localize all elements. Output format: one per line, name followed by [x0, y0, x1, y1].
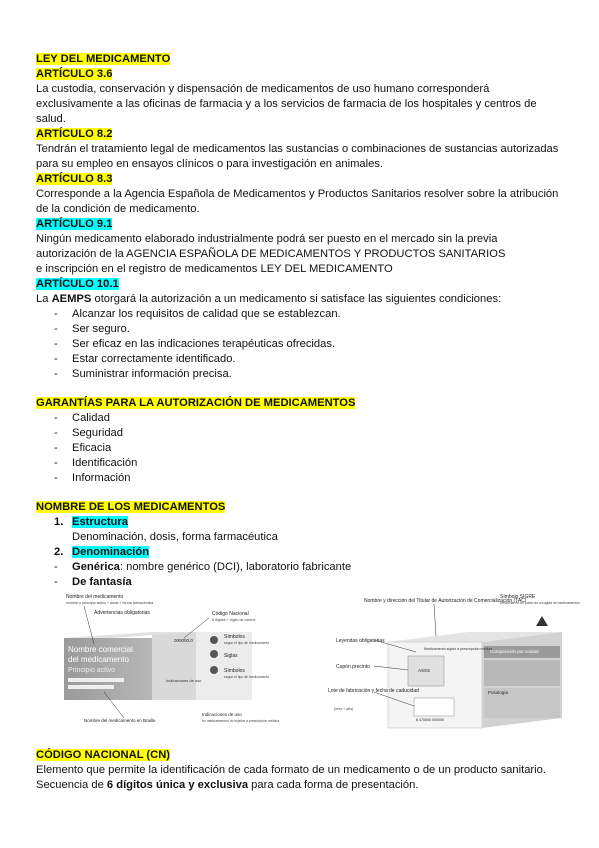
- fig-braille: Nombre del medicamento en Braille: [84, 718, 156, 723]
- list-item: - Calidad: [36, 411, 564, 426]
- symbol-2-icon: [210, 650, 218, 658]
- fig-indicaciones: Indicaciones de uso: [166, 678, 202, 683]
- fig-lote-sub: (mes + año): [334, 707, 354, 711]
- fig-nombre-sub: nombre o principio activo + dosis + forma farmacéutica: [66, 601, 154, 605]
- fig-simbolos1: Símbolos: [224, 634, 245, 640]
- cn-text: Elemento que permite la identificación de cada formato de un medicamento o de un producto sanitario.: [36, 764, 546, 776]
- cn-heading: CÓDIGO NACIONAL (CN): [36, 749, 171, 761]
- packaging-figures: [36, 592, 580, 734]
- symbol-1-icon: [210, 636, 218, 644]
- fig-code: 000000.0: [174, 638, 193, 643]
- list-item: 2. Denominación: [54, 546, 150, 558]
- art91-line1: Ningún medicamento elaborado industrialmente podrá ser puesto en el mercado sin la previa: [36, 233, 498, 245]
- list-item: 1. Estructura: [54, 516, 128, 528]
- fig-siglas: Siglas: [224, 653, 238, 659]
- art101-conditions-list: [36, 307, 564, 382]
- list-item: - Identificación: [36, 456, 564, 471]
- figure-box-back: [304, 592, 580, 734]
- denominacion-list: [36, 560, 564, 590]
- garantias-heading: GARANTÍAS PARA LA AUTORIZACIÓN DE MEDICAMENTOS: [36, 397, 356, 409]
- art101-heading: ARTÍCULO 10.1: [36, 278, 119, 290]
- art83-text: Corresponde a la Agencia Española de Medicamentos y Productos Sanitarios resolver sobre la atribución de la condición de medicamento.: [36, 188, 559, 215]
- fig-simbolos1-sub: según el tipo de medicamento: [224, 641, 270, 645]
- denominacion-label: Denominación: [72, 546, 150, 558]
- art91-heading: ARTÍCULO 9.1: [36, 218, 113, 230]
- fig-advertencias: Advertencias obligatorias: [94, 610, 150, 616]
- art101-intro: La AEMPS otorgará la autorización a un medicamento si satisface las siguientes condiciones:: [36, 293, 502, 305]
- fig-nombre-label: Nombre del medicamento: [66, 594, 124, 600]
- list-item: - Genérica: nombre genérico (DCI), laboratorio fabricante: [36, 560, 564, 575]
- fig-composicion: Composición por unidad: [490, 649, 539, 654]
- list-item: - Información: [36, 471, 564, 486]
- fig-box-line1: Nombre comercial: [68, 645, 133, 654]
- fig-assss: ASSS: [418, 668, 431, 673]
- fig-sigre-sub: Desechar en un punto de recogida de medicamentos: [500, 601, 580, 605]
- art83-heading: ARTÍCULO 8.3: [36, 173, 113, 185]
- nombre-list: [36, 515, 564, 530]
- fig-indicaciones-uso: Indicaciones de uso: [202, 712, 242, 717]
- fig-box-line3: Principio activo: [68, 667, 116, 674]
- estructura-text: Denominación, dosis, forma farmacéutica: [72, 531, 278, 543]
- art36-text: La custodia, conservación y dispensación de medicamentos de uso humano corresponderá exclusivamente a las oficinas de farmacia y a los servicios de farmacia de los hospitales y centros de salud.: [36, 83, 537, 125]
- list-item: - De fantasía: [36, 575, 564, 590]
- fig-sigre: Símbolo SIGRE: [500, 594, 536, 600]
- list-item: - Seguridad: [36, 426, 564, 441]
- estructura-label: Estructura: [72, 516, 128, 528]
- list-item: - Ser eficaz en las indicaciones terapéuticas ofrecidas.: [36, 337, 564, 352]
- fig-codigo-sub: 6 dígitos + dígito de control: [212, 618, 256, 622]
- art82-text: Tendrán el tratamiento legal de medicamentos las sustancias o combinaciones de sustancias autorizadas para su empleo en ensayos clínicos o para investigación en animales.: [36, 143, 559, 170]
- fig-titular: Nombre y dirección del Titular de Autorización de Comercialización (TAC): [364, 598, 527, 604]
- fig-simbolos2: Símbolos: [224, 668, 245, 674]
- fig-cupon: Cupón precinto: [336, 664, 370, 670]
- fig-box-line2: del medicamento: [68, 655, 129, 664]
- list-item: - Alcanzar los requisitos de calidad que se establezcan.: [36, 307, 564, 322]
- list-item: - Suministrar información precisa.: [36, 367, 564, 382]
- fig-medicamento-sujeto: Medicamento sujeto a prescripción médica: [424, 647, 493, 651]
- garantias-list: [36, 411, 564, 486]
- nombre-heading: NOMBRE DE LOS MEDICAMENTOS: [36, 501, 226, 513]
- art91-line2: autorización de la AGENCIA ESPAÑOLA DE MEDICAMENTOS Y PRODUCTOS SANITARIOS: [36, 248, 506, 260]
- list-item: - Eficacia: [36, 441, 564, 456]
- fig-codigo-nacional: Código Nacional: [212, 611, 249, 617]
- art82-heading: ARTÍCULO 8.2: [36, 128, 113, 140]
- art91-line3: e inscripción en el registro de medicamentos LEY DEL MEDICAMENTO: [36, 263, 393, 275]
- fig-leyendas: Leyendas obligatorias: [336, 638, 385, 644]
- barcode-icon: [414, 698, 454, 716]
- cn-sequence: Secuencia de 6 dígitos única y exclusiva para cada forma de presentación.: [36, 779, 419, 791]
- ley-title: LEY DEL MEDICAMENTO: [36, 53, 171, 65]
- fig-lote: Lote de fabricación y fecha de caducidad: [328, 688, 419, 694]
- list-item: - Ser seguro.: [36, 322, 564, 337]
- document-page: [36, 52, 580, 793]
- symbol-3-icon: [210, 666, 218, 674]
- list-item: - Estar correctamente identificado.: [36, 352, 564, 367]
- fig-simbolos2-sub: según el tipo de medicamento: [224, 675, 270, 679]
- fig-indicaciones-uso-sub: en medicamentos no sujetos a prescripción médica: [202, 719, 280, 723]
- fig-posologia: Posología: [488, 690, 509, 695]
- fig-barcode: 8 470000 000000: [416, 718, 444, 722]
- art36-heading: ARTÍCULO 3.6: [36, 68, 113, 80]
- figure-box-front: [64, 592, 286, 734]
